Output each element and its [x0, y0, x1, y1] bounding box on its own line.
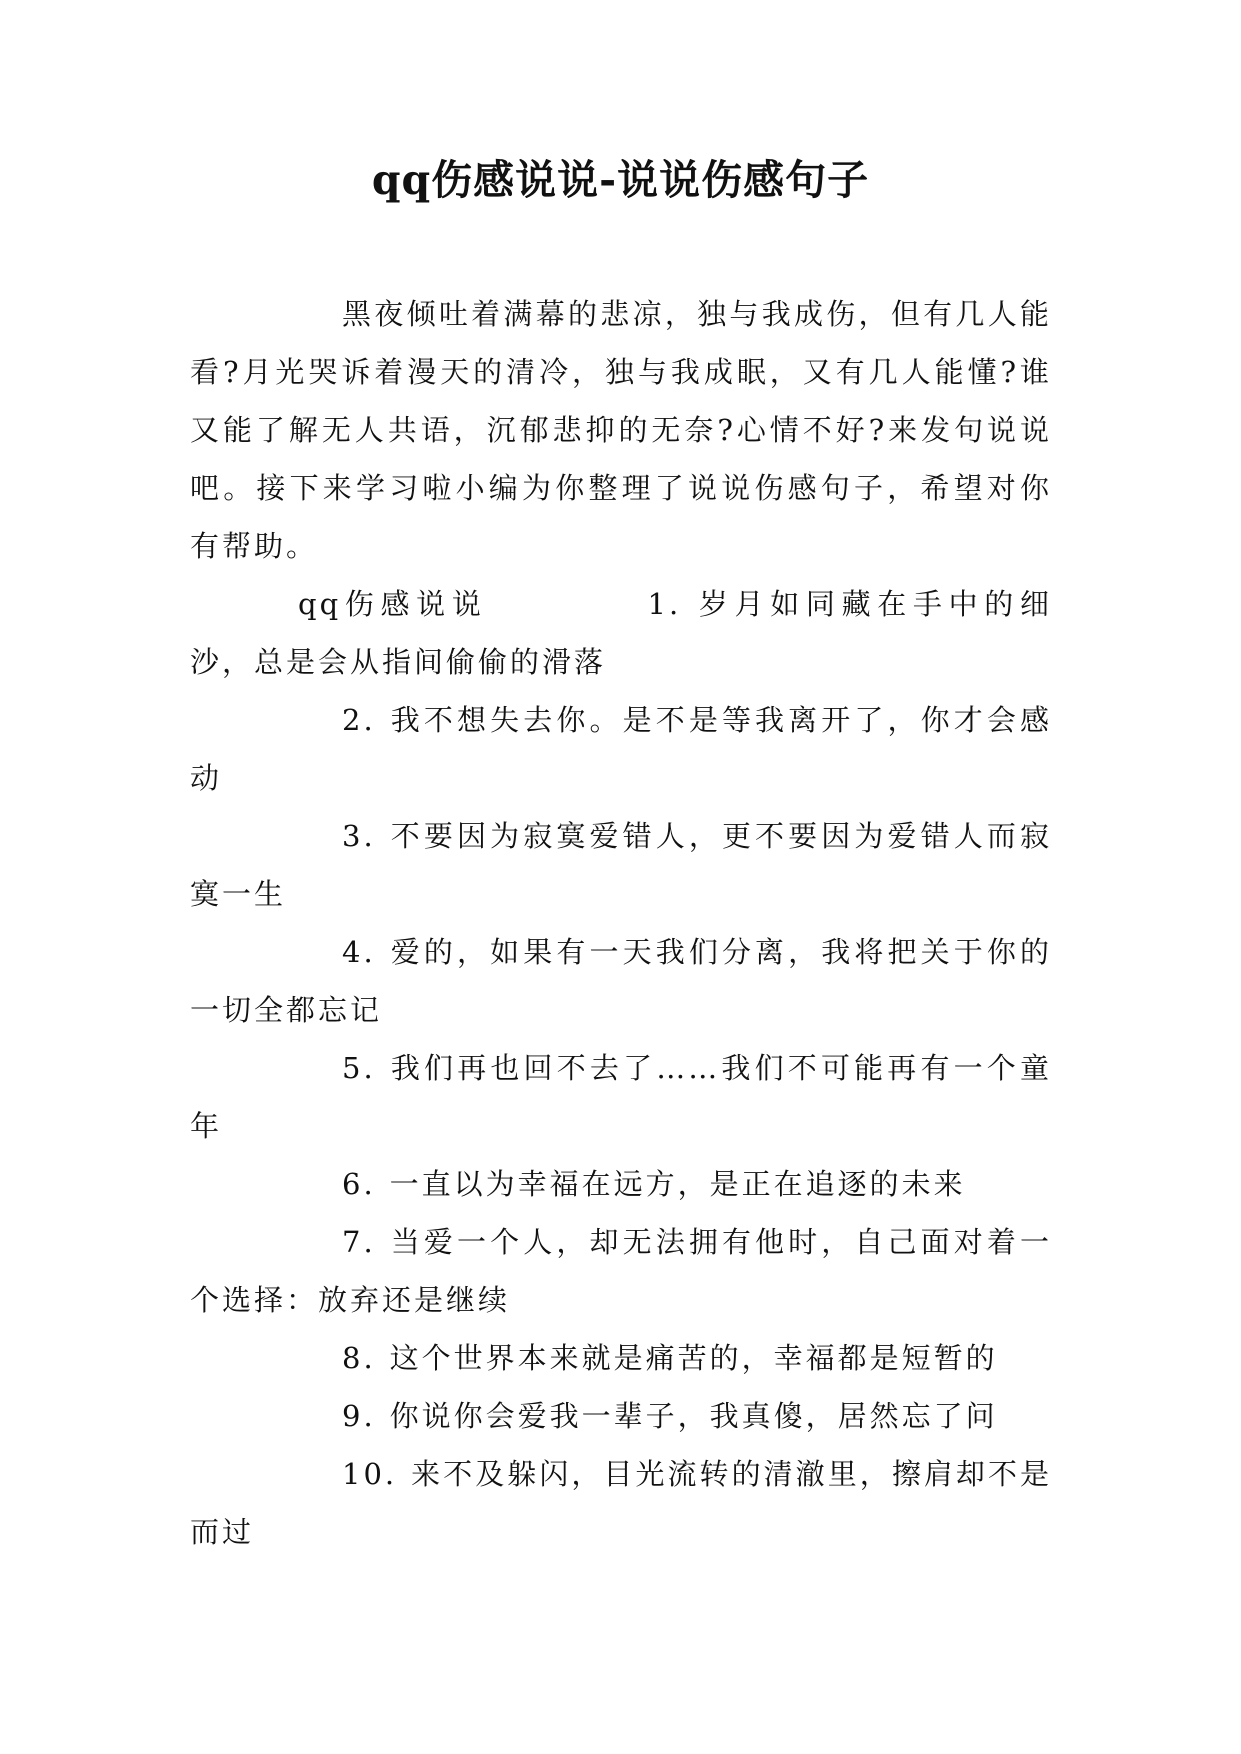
item-text: 我们再也回不去了……我们不可能再有一个童年: [190, 1051, 1052, 1143]
item-text: 我不想失去你。是不是等我离开了，你才会感动: [190, 703, 1052, 795]
list-item: [190, 807, 1052, 923]
list-item: [190, 1039, 1052, 1155]
document-title: qq伤感说说-说说伤感句子: [371, 156, 870, 204]
item-number: 8.: [342, 1341, 376, 1375]
item-text: 爱的，如果有一天我们分离，我将把关于你的一切全都忘记: [190, 935, 1052, 1027]
document-body: [190, 285, 1052, 1561]
item-number: 3.: [342, 819, 376, 853]
intro-paragraph: 黑夜倾吐着满幕的悲凉，独与我成伤，但有几人能看?月光哭诉着漫天的清冷，独与我成眠，又有几人能懂?谁又能了解无人共语，沉郁悲抑的无奈?心情不好?来发句说说吧。接下来学习啦小编为你整理了说说伤感句子，希望对你有帮助。: [190, 297, 1052, 563]
list-item: [190, 1213, 1052, 1329]
item-text: 一直以为幸福在远方，是正在追逐的未来: [389, 1167, 966, 1201]
item-number: 9.: [342, 1399, 376, 1433]
item-number: 6.: [342, 1167, 376, 1201]
list-item: [190, 1155, 1052, 1213]
item-number: 7.: [342, 1225, 376, 1259]
list-item: [190, 691, 1052, 807]
item-number: 1.: [647, 587, 682, 621]
item-number: 10.: [342, 1457, 398, 1491]
item-text: 当爱一个人，却无法拥有他时，自己面对着一个选择：放弃还是继续: [190, 1225, 1052, 1317]
section-heading: qq伤感说说: [298, 587, 488, 621]
item-text: 不要因为寂寞爱错人，更不要因为爱错人而寂寞一生: [190, 819, 1052, 911]
item-text: 这个世界本来就是痛苦的，幸福都是短暂的: [389, 1341, 998, 1375]
item-text: 岁月如同藏在手中的细沙，总是会从指间偷偷的滑落: [190, 587, 1052, 679]
item-text: 你说你会爱我一辈子，我真傻，居然忘了问: [389, 1399, 998, 1433]
item-number: 2.: [342, 703, 376, 737]
item-number: 4.: [342, 935, 376, 969]
list-item: [190, 1329, 1052, 1387]
list-item: [190, 1445, 1052, 1561]
item-text: 来不及躲闪，目光流转的清澈里，擦肩却不是而过: [190, 1457, 1052, 1549]
list-item: [190, 923, 1052, 1039]
list-item: [190, 1387, 1052, 1445]
item-number: 5.: [342, 1051, 376, 1085]
section-paragraph: [190, 575, 1052, 691]
